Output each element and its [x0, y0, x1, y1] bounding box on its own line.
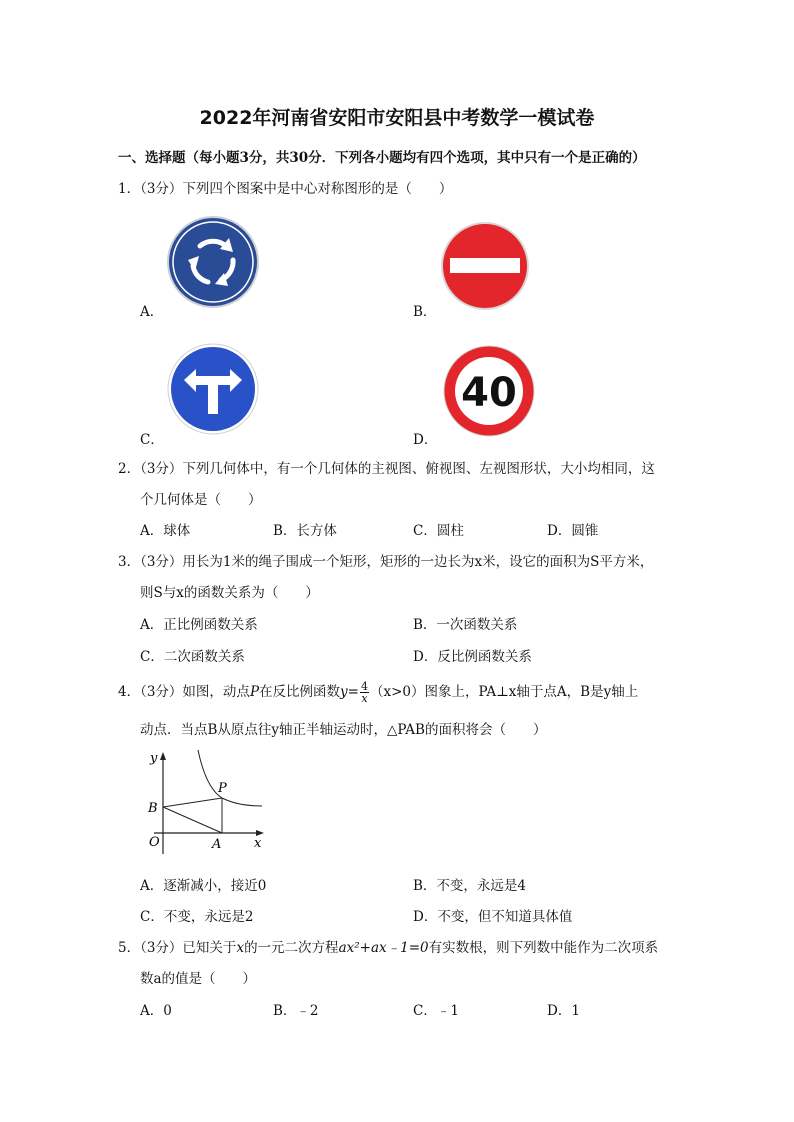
q3-option-c: C．二次函数关系 — [140, 649, 245, 665]
q4-option-b: B．不变，永远是4 — [413, 878, 527, 894]
section-heading: 一、选择题（每小题3分，共30分．下列各小题均有四个选项，其中只有一个是正确的） — [118, 150, 646, 166]
origin-label: O — [149, 835, 160, 850]
q2-option-b: B．长方体 — [273, 523, 337, 539]
y-axis-label: y — [150, 751, 158, 766]
point-b-label: B — [148, 801, 158, 816]
q3-option-b: B．一次函数关系 — [413, 617, 518, 633]
no-entry-sign — [440, 222, 532, 312]
q4-option-d: D．不变，但不知道具体值 — [413, 909, 573, 925]
q5-option-d: D．1 — [547, 1003, 580, 1019]
q4-option-c: C．不变，永远是2 — [140, 909, 254, 925]
option-1c-label: C． — [140, 432, 164, 448]
roundabout-sign — [166, 216, 262, 308]
question-2-line1: 2．（3分）下列几何体中，有一个几何体的主视图、俯视图、左视图形状，大小均相同，这 — [118, 461, 655, 477]
point-a-label: A — [212, 837, 222, 852]
question-4-line1: 4．（3分）如图，动点P在反比例函数y= $\frac{4}{x}$ （x>0）图象上，PA⊥x轴于点A，B是y轴上 — [118, 680, 639, 705]
q2-option-c: C．圆柱 — [413, 523, 464, 539]
q4-figure — [140, 748, 270, 860]
option-1d-label: D． — [413, 432, 438, 448]
fraction-4-over-x: $\frac{4}{x}$ — [360, 680, 368, 705]
question-3-line1: 3．（3分）用长为1米的绳子围成一个矩形，矩形的一边长为x米，设它的面积为S平方米， — [118, 554, 654, 570]
question-3-line2: 则S与x的函数关系为（ ） — [140, 585, 319, 601]
q2-option-d: D．圆锥 — [547, 523, 599, 539]
q5-option-b: B．﹣2 — [273, 1003, 319, 1019]
point-p-label: P — [218, 781, 227, 796]
question-2-line2: 个几何体是（ ） — [140, 492, 262, 508]
q4-option-a: A．逐渐减小，接近0 — [140, 878, 267, 894]
q5-option-a: A．0 — [140, 1003, 172, 1019]
q3-option-a: A．正比例函数关系 — [140, 617, 258, 633]
question-5-line1: 5．（3分）已知关于x的一元二次方程ax²+ax﹣1=0有实数根，则下列数中能作为二次项系 — [118, 940, 659, 956]
q5-option-c: C．﹣1 — [413, 1003, 459, 1019]
page-title: 2022年河南省安阳市安阳县中考数学一模试卷 — [199, 107, 595, 129]
option-1b-label: B． — [413, 304, 437, 320]
question-4-line2: 动点．当点B从原点往y轴正半轴运动时，△PAB的面积将会（ ） — [140, 722, 547, 738]
speed-limit-value: 40 — [461, 370, 517, 416]
x-axis-label: x — [254, 836, 262, 851]
q2-option-a: A．球体 — [140, 523, 191, 539]
question-5-line2: 数a的值是（ ） — [140, 971, 257, 987]
q3-option-d: D．反比例函数关系 — [413, 649, 532, 665]
turn-arrow-sign — [166, 342, 262, 436]
speed-limit-sign — [442, 344, 538, 438]
question-1-stem: 1．（3分）下列四个图案中是中心对称图形的是（ ） — [118, 181, 453, 197]
option-1a-label: A． — [140, 304, 164, 320]
